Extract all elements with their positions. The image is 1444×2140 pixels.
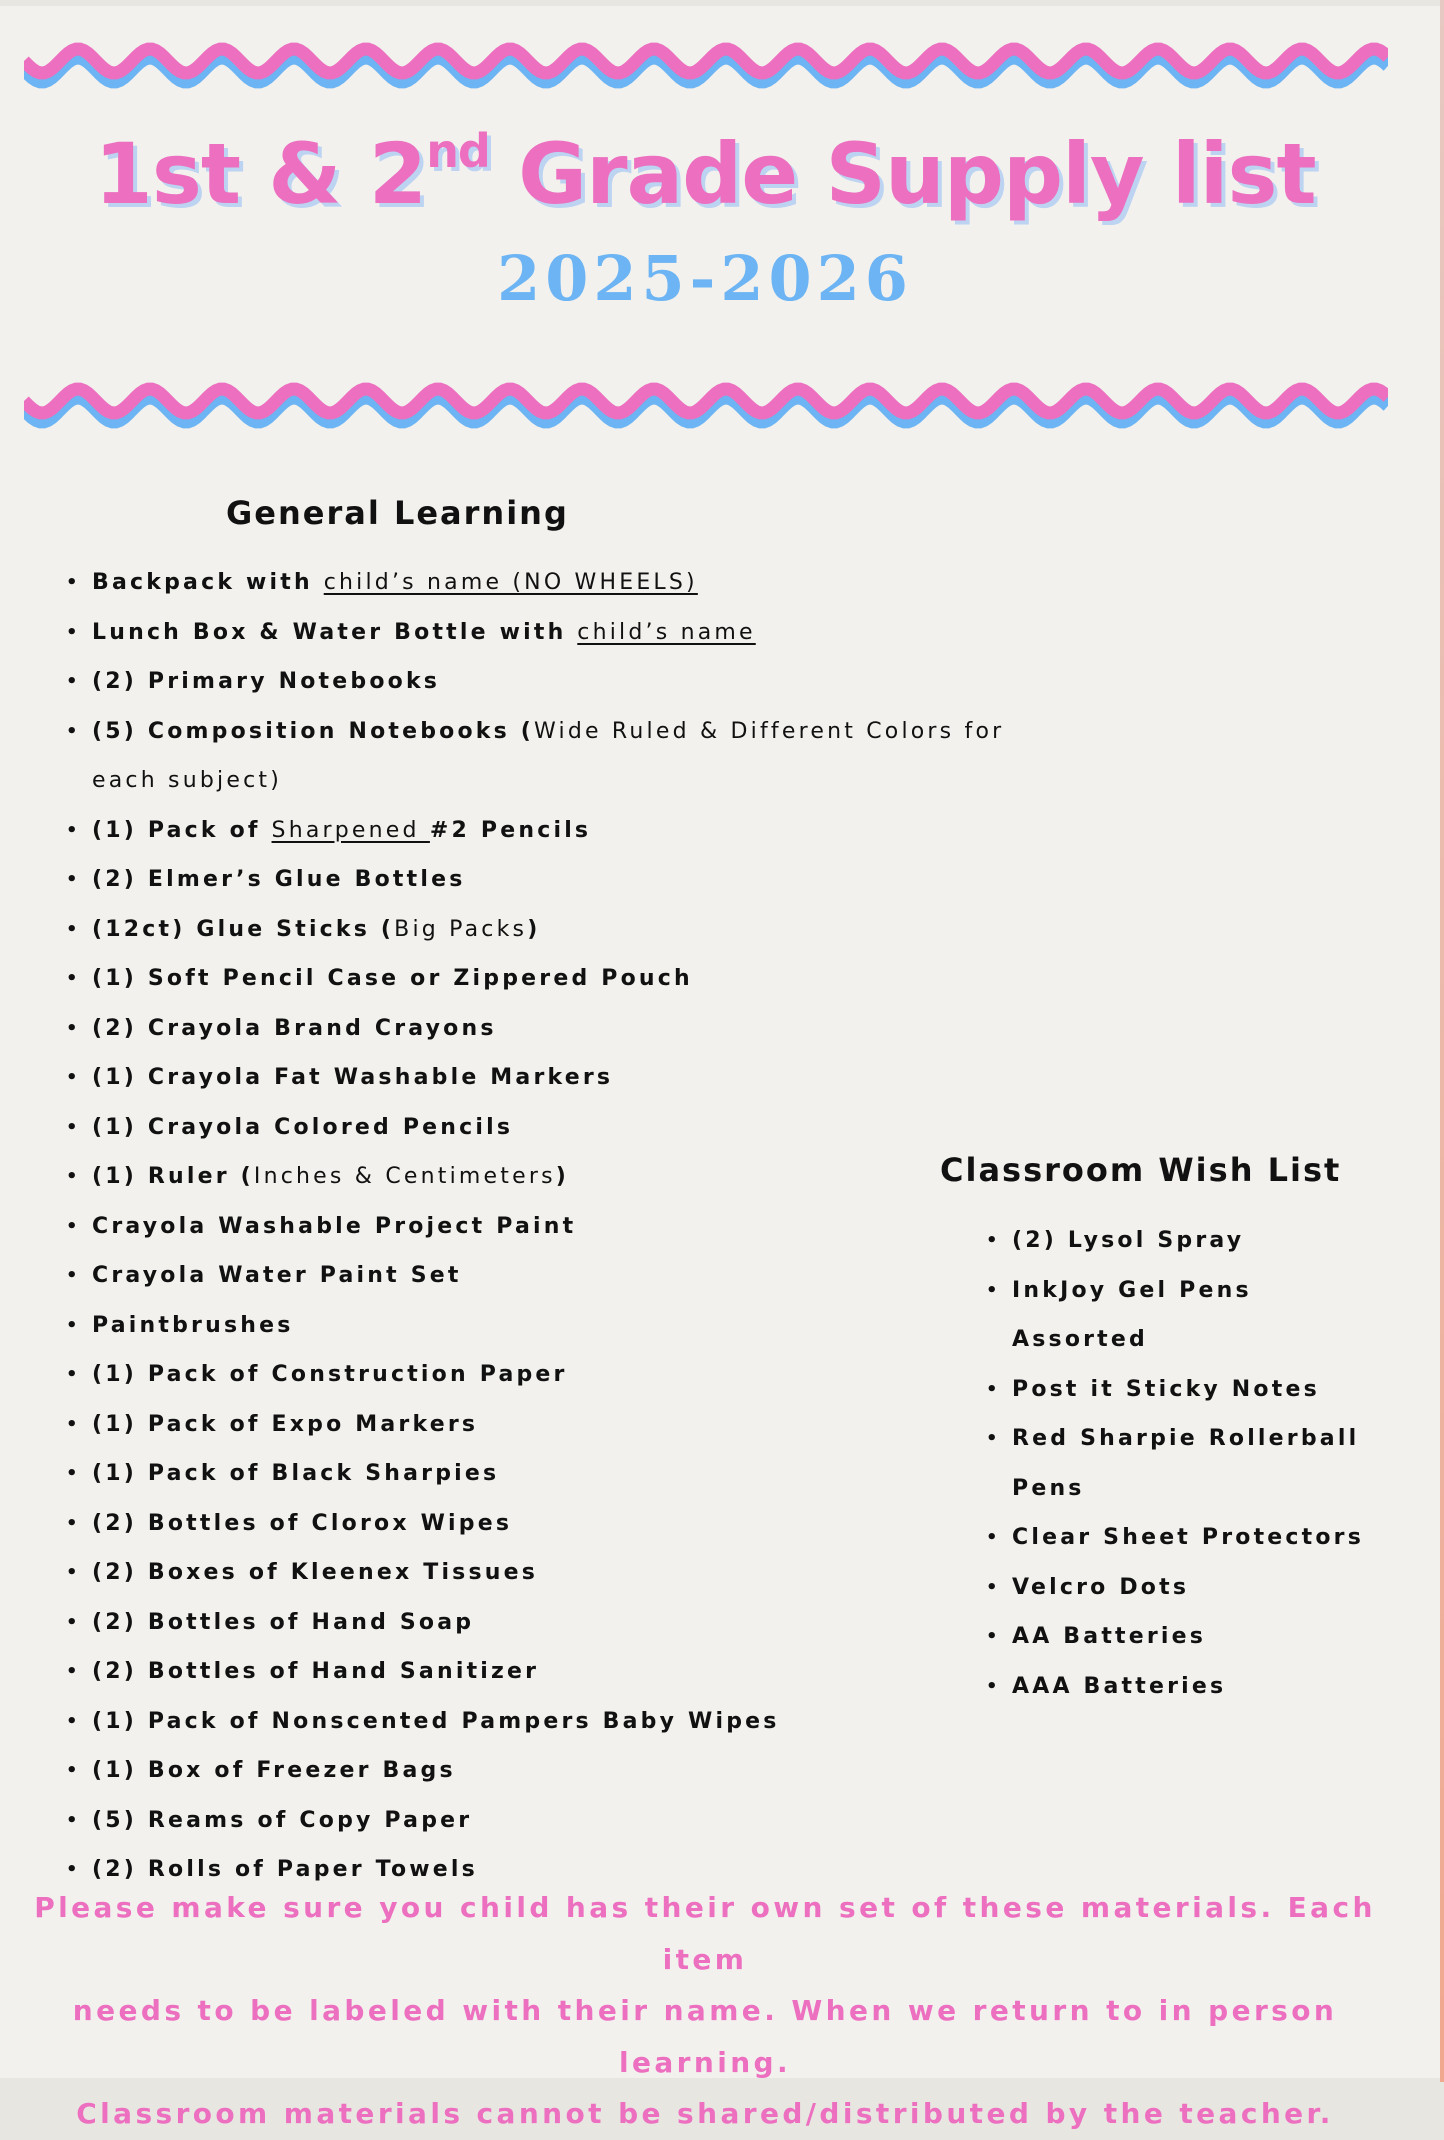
supply-list-item <box>64 1449 1004 1499</box>
title-part-1: 1st & 2 <box>94 125 427 223</box>
parent-note <box>10 1882 1400 2140</box>
item-detail: child’s name <box>577 619 756 645</box>
item-text: (2) Bottles of Hand Sanitizer <box>92 1659 540 1684</box>
item-text: Post it Sticky Notes <box>1012 1376 1320 1402</box>
general-learning-list <box>64 558 1004 1895</box>
item-trailing: ) <box>527 916 541 942</box>
supply-list-item <box>64 1746 1004 1796</box>
wish-list-item <box>984 1216 1364 1266</box>
supply-list-item <box>64 1053 1004 1103</box>
item-text: (2) Boxes of Kleenex Tissues <box>92 1560 539 1585</box>
wish-list-item <box>984 1365 1364 1415</box>
title-part-2: Grade Supply list <box>489 125 1316 223</box>
supply-list-item <box>64 1152 1004 1202</box>
item-text: (2) Crayola Brand Crayons <box>92 1015 497 1041</box>
title-superscript: nd <box>426 124 490 178</box>
item-text: (1) Pack of Black Sharpies <box>92 1461 500 1486</box>
wish-list-item <box>984 1266 1364 1365</box>
wish-list-item <box>984 1612 1364 1662</box>
wish-list-item <box>984 1513 1364 1563</box>
supply-list-item <box>64 1004 1004 1054</box>
supply-list-item <box>64 707 1004 806</box>
item-continuation: Assorted <box>1012 1327 1148 1352</box>
item-text: (1) Crayola Colored Pencils <box>92 1114 514 1140</box>
item-text: AAA Batteries <box>1012 1673 1227 1699</box>
item-trailing: #2 Pencils <box>429 817 592 843</box>
note-line-2: needs to be labeled with their name. When we return to in person learning. <box>72 1994 1338 2079</box>
item-text: (5) Composition Notebooks ( <box>92 718 535 744</box>
supply-list-item <box>64 1400 1004 1450</box>
wish-list-item <box>984 1414 1364 1513</box>
item-continuation: Pens <box>1012 1475 1085 1501</box>
school-year: 2025-2026 <box>497 242 913 315</box>
item-text: Backpack with <box>92 570 324 595</box>
item-text: (1) Pack of <box>92 817 272 843</box>
supply-list-item <box>64 1598 1004 1648</box>
item-continuation: each subject) <box>92 768 282 793</box>
supply-list-item <box>64 1647 1004 1697</box>
item-text: Velcro Dots <box>1012 1574 1190 1600</box>
supply-list-item <box>64 1251 1004 1301</box>
item-text: (12ct) Glue Sticks ( <box>92 916 395 942</box>
item-text: (2) Bottles of Hand Soap <box>92 1609 475 1635</box>
item-detail: Wide Ruled & Different Colors for <box>534 718 1005 744</box>
supply-list-item <box>64 1796 1004 1846</box>
wish-list-heading: Classroom Wish List <box>940 1151 1342 1189</box>
flyer-page <box>0 6 1440 2130</box>
supply-list-item <box>64 1499 1004 1549</box>
wish-list-item <box>984 1563 1364 1613</box>
item-detail: Big Packs <box>394 916 528 942</box>
item-text: (1) Pack of Expo Markers <box>92 1411 479 1437</box>
item-text: (1) Soft Pencil Case or Zippered Pouch <box>92 966 693 991</box>
item-detail: Sharpened <box>271 817 430 843</box>
item-text: Crayola Washable Project Paint <box>92 1213 577 1239</box>
supply-list-item <box>64 806 1004 856</box>
general-learning-heading: General Learning <box>226 494 569 532</box>
supply-list-item <box>64 1350 1004 1400</box>
item-text: (1) Pack of Nonscented Pampers Baby Wipes <box>92 1708 780 1734</box>
supply-list-item <box>64 558 1004 608</box>
item-text: Clear Sheet Protectors <box>1012 1525 1365 1550</box>
supply-list-item <box>64 855 1004 905</box>
decorative-wave-middle <box>24 376 1388 440</box>
item-trailing: ) <box>555 1164 569 1189</box>
classroom-wish-list <box>984 1216 1364 1711</box>
item-text: (5) Reams of Copy Paper <box>92 1807 473 1833</box>
supply-list-item <box>64 905 1004 955</box>
supply-list-item <box>64 608 1004 658</box>
wish-list-item <box>984 1662 1364 1712</box>
decorative-wave-top <box>24 36 1388 100</box>
item-text: Red Sharpie Rollerball <box>1012 1426 1360 1451</box>
item-text: (2) Rolls of Paper Towels <box>92 1857 478 1882</box>
note-line-1: Please make sure you child has their own set of these materials. Each item <box>34 1891 1376 1976</box>
item-text: (2) Bottles of Clorox Wipes <box>92 1510 513 1536</box>
item-text: Crayola Water Paint Set <box>92 1263 462 1288</box>
item-text: (1) Crayola Fat Washable Markers <box>92 1065 614 1090</box>
item-text: AA Batteries <box>1012 1624 1207 1649</box>
supply-list-item <box>64 1301 1004 1351</box>
item-text: (2) Primary Notebooks <box>92 669 441 694</box>
supply-list-item <box>64 954 1004 1004</box>
page-edge <box>1440 0 1444 2082</box>
item-text: Paintbrushes <box>92 1312 294 1338</box>
item-text: (2) Lysol Spray <box>1012 1228 1245 1253</box>
item-text: (1) Ruler ( <box>92 1164 254 1189</box>
item-text: (2) Elmer’s Glue Bottles <box>92 867 466 892</box>
item-text: (1) Pack of Construction Paper <box>92 1362 568 1387</box>
item-detail: child’s name (NO WHEELS) <box>323 570 698 595</box>
supply-list-item <box>64 1103 1004 1153</box>
item-text: Lunch Box & Water Bottle with <box>92 619 578 645</box>
item-text: (1) Box of Freezer Bags <box>92 1758 456 1783</box>
supply-list-item <box>64 657 1004 707</box>
page-title <box>0 124 1410 223</box>
item-text: InkJoy Gel Pens <box>1012 1277 1252 1303</box>
item-detail: Inches & Centimeters <box>253 1164 556 1189</box>
supply-list-item <box>64 1202 1004 1252</box>
supply-list-item <box>64 1697 1004 1747</box>
note-line-3: Classroom materials cannot be shared/distributed by the teacher. <box>76 2097 1334 2130</box>
supply-list-item <box>64 1548 1004 1598</box>
